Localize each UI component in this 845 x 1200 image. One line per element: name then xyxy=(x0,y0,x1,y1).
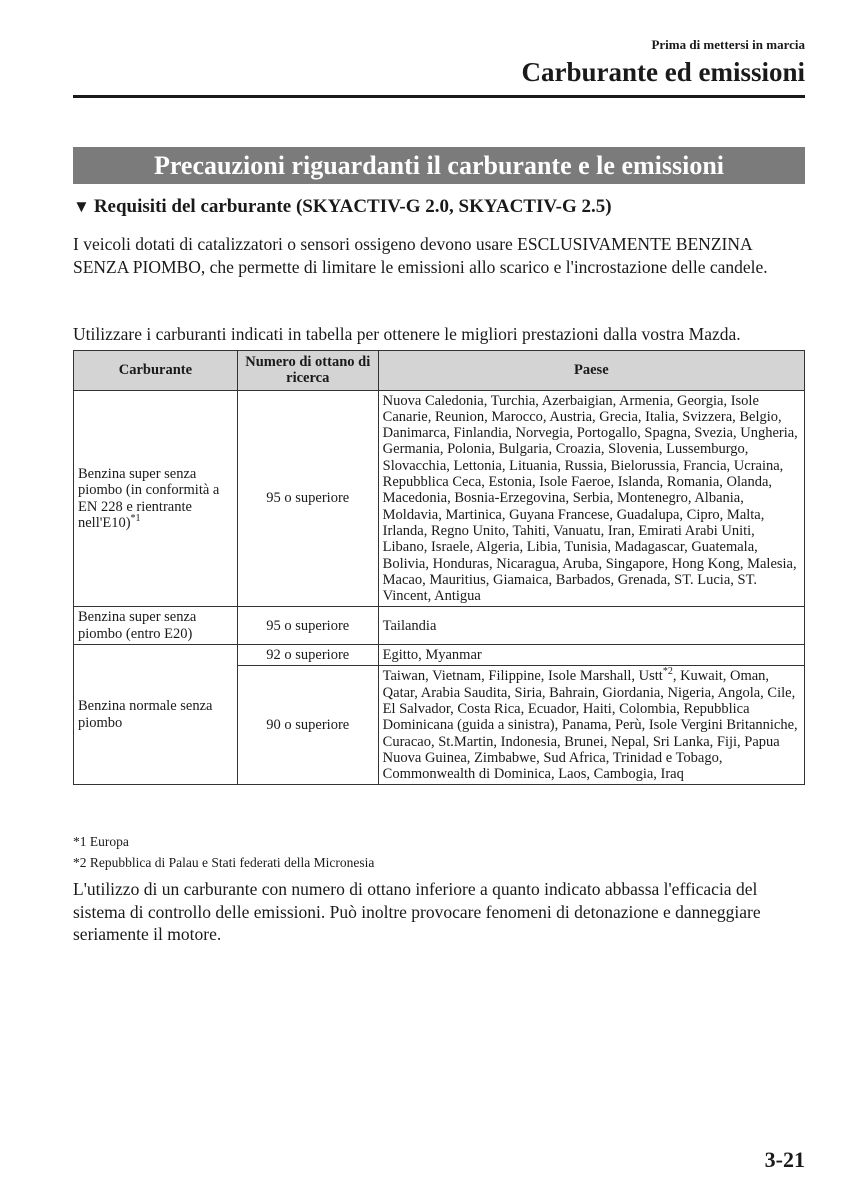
table-row xyxy=(74,390,805,607)
octane-cell: 95 o superiore xyxy=(237,607,378,645)
footnote-ref: *2 xyxy=(662,666,673,678)
closing-paragraph: L'utilizzo di un carburante con numero di ottano inferiore a quanto indicato abbassa l'efficacia del sistema di controllo delle emissioni. Può inoltre provocare fenomeni di detonazione e danneggiare seriamente il motore. xyxy=(73,879,761,944)
country-cell: Egitto, Myanmar xyxy=(378,645,804,666)
fuel-cell xyxy=(74,390,238,607)
fuel-table xyxy=(73,350,805,785)
country-cell: Nuova Caledonia, Turchia, Azerbaigian, Armenia, Georgia, Isole Canarie, Reunion, Marocco, Austria, Grecia, Italia, Svizzera, Belgio, Danimarca, Finlandia, Norvegia, Portogallo, Spagna, Svezia, Ungheria, Germania, Polonia, Bulgaria, Croazia, Slovenia, Lussemburgo, Slovacchia, Lettonia, Lituania, Russia, Bielorussia, Francia, Ucraina, Repubblica Ceca, Estonia, Isole Faeroe, Islanda, Romania, Olanda, Macedonia, Bosnia-Erzegovina, Serbia, Montenegro, Albania, Moldavia, Martinica, Guyana Francese, Guadalupa, Cipro, Malta, Irlanda, Regno Unito, Tahiti, Vanuatu, Iran, Emirati Arabi Uniti, Libano, Israele, Algeria, Libia, Tunisia, Madagascar, Guatemala, Bolivia, Honduras, Nicaragua, Aruba, Singapore, Hong Kong, Malesia, Macao, Mauritius, Giamaica, Barbados, Grenada, ST. Lucia, ST. Vincent, Antigua xyxy=(378,390,804,607)
octane-cell: 92 o superiore xyxy=(237,645,378,666)
fuel-text: Benzina super senza piombo (in conformità a EN 228 e rientrante nell'E10) xyxy=(78,465,220,531)
table-intro-paragraph: Utilizzare i carburanti indicati in tabella per ottenere le migliori prestazioni dalla vostra Mazda. xyxy=(73,324,741,344)
intro-paragraph: I veicoli dotati di catalizzatori o sensori ossigeno devono usare ESCLUSIVAMENTE BENZINA SENZA PIOMBO, che permette di limitare le emissioni allo scarico e l'incrostazione delle candele. xyxy=(73,234,768,277)
country-cell xyxy=(378,666,804,785)
fuel-cell: Benzina super senza piombo (entro E20) xyxy=(74,607,238,645)
header-fuel: Carburante xyxy=(74,351,238,391)
chapter-title: Prima di mettersi in marcia xyxy=(651,37,805,52)
country-text: , Kuwait, Oman, Qatar, Arabia Saudita, Siria, Bahrain, Giordania, Nigeria, Angola, Cile, El Salvador, Costa Rica, Ecuador, Haiti, Colombia, Repubblica Dominicana (guida a sinistra), Panama, Perù, Isole Vergini Britanniche, Curacao, St.Martin, Indonesia, Brunei, Nepal, Sri Lanka, Fiji, Papua Nuova Guinea, Zimbabwe, Sud Africa, Trinidad e Tobago, Commonwealth di Dominica, Laos, Cambogia, Iraq xyxy=(382,668,798,783)
subheading xyxy=(73,196,612,218)
footnote-1: *1 Europa xyxy=(73,834,129,849)
country-text-pre: Taiwan, Vietnam, Filippine, Isole Marshall, Ustt xyxy=(382,668,663,685)
subheading-text: Requisiti del carburante (SKYACTIV-G 2.0, SKYACTIV-G 2.5) xyxy=(93,196,612,217)
octane-cell: 90 o superiore xyxy=(237,666,378,785)
octane-cell: 95 o superiore xyxy=(237,390,378,607)
table-header-row xyxy=(74,351,805,391)
banner-title: Precauzioni riguardanti il carburante e le emissioni xyxy=(153,150,725,180)
country-cell: Tailandia xyxy=(378,607,804,645)
section-title: Carburante ed emissioni xyxy=(521,57,805,87)
triangle-marker-icon: ▼ xyxy=(73,197,90,216)
table-row xyxy=(74,607,805,645)
header-octane: Numero di ottano di ricerca xyxy=(237,351,378,391)
header-country: Paese xyxy=(378,351,804,391)
footnote-ref: *1 xyxy=(130,512,141,524)
footnote-2: *2 Repubblica di Palau e Stati federati della Micronesia xyxy=(73,855,375,870)
header-rule xyxy=(73,95,805,98)
topic-banner xyxy=(73,147,805,184)
fuel-cell: Benzina normale senza piombo xyxy=(74,645,238,785)
table-row xyxy=(74,645,805,666)
page-number: 3-21 xyxy=(764,1147,805,1172)
